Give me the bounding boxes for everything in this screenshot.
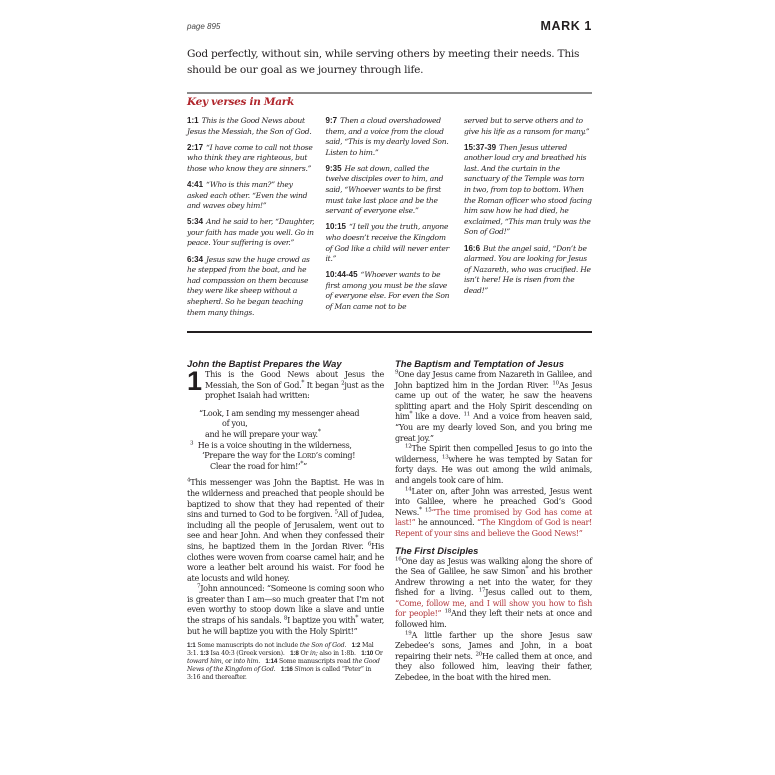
footnote-marker[interactable]: * xyxy=(409,410,413,418)
key-verse-text: But the angel said, “Don’t be alarmed. You are looking for Jesus of Nazareth, who was crucified. He isn’t here! He is risen from the dead!” xyxy=(464,243,591,295)
verse-text: Jesus called out to them, xyxy=(485,588,592,598)
footnote xyxy=(290,650,356,657)
footnote-ref: 1:10 xyxy=(361,650,374,658)
key-verse-ref: 9:7 xyxy=(325,116,338,125)
footnote xyxy=(187,642,346,649)
verse-text: ’s coming! xyxy=(315,451,356,461)
section-heading: John the Baptist Prepares the Way xyxy=(187,358,342,369)
verse-number: 8 xyxy=(283,615,288,622)
lord-smallcaps: Lord xyxy=(297,451,316,461)
verse-paragraph xyxy=(187,584,384,637)
section-heading: The Baptism and Temptation of Jesus xyxy=(395,358,564,369)
verse-number: 19 xyxy=(405,629,412,636)
scripture-left-column xyxy=(187,358,384,684)
key-verse-text: “I tell you the truth, anyone who doesn’t receive the Kingdom of God like a child will never enter it.” xyxy=(325,222,449,264)
footnote-text: is called “Peter” in 3:16 and thereafter. xyxy=(187,666,372,682)
footnote-ref: 1:16 xyxy=(280,666,293,674)
verse-text: where he was tempted by Satan for forty days. He was out among the wild animals, and angels took care of him. xyxy=(395,454,592,485)
key-verse-text: “Whoever wants to be first among you must be the slave of everyone else. For even the Son of Man came not to be xyxy=(325,270,450,311)
verse-number: 11 xyxy=(463,411,470,418)
key-verse xyxy=(464,143,592,238)
verse-text: He called them at once, and they also followed him, leaving their father, Zebedee, in the boat with the hired men. xyxy=(395,651,592,683)
poetry-line xyxy=(187,462,384,473)
key-verse xyxy=(187,116,315,137)
footnote-marker[interactable]: * xyxy=(300,460,304,468)
key-verse-text: Then a cloud overshadowed them, and a voice from the cloud said, “This is my dearly loved Son. Listen to him.” xyxy=(325,116,449,157)
key-verse xyxy=(326,222,454,264)
verse-text: All of Judea, including all the people of Jerusalem, went out to see and hear John. And when they confessed their sins, he baptized them in the Jordan River. xyxy=(187,510,384,551)
key-verse xyxy=(187,255,315,319)
verse-number: 12 xyxy=(405,443,412,450)
verse-text: He is a voice shouting in the wilderness, xyxy=(197,440,352,450)
scripture-right-column xyxy=(395,358,592,684)
key-verse-text: “I have come to call not those who think they are righteous, but those who know they are sinners.” xyxy=(187,142,313,173)
verse-number: 2 xyxy=(341,379,345,386)
verse-text: Later on, after John was arrested, Jesus went into Galilee, where he preached God’s Good News. xyxy=(395,486,592,517)
key-verses-column-1 xyxy=(187,116,315,324)
verse-number: 16 xyxy=(395,555,402,562)
verse-number: 15 xyxy=(425,507,432,514)
key-verse-text: Then Jesus uttered another loud cry and breathed his last. And the curtain in the sanctuary of the Temple was torn in two, from top to bottom. When the Roman officer who stood facing him saw how he had died, he exclaimed, “This man truly was the Son of God!” xyxy=(464,142,592,237)
words-of-jesus: “Come, follow me, and I will show you how to fish for people!” xyxy=(395,598,592,619)
key-verse-ref: 2:17 xyxy=(187,142,204,152)
footnote-marker[interactable]: * xyxy=(355,614,359,622)
footnote-text: or xyxy=(223,658,234,666)
key-verses-top-rule xyxy=(187,92,592,94)
footnote-ref: 1:1 xyxy=(187,642,196,650)
key-verse-ref: 9:35 xyxy=(325,163,342,173)
key-verse-ref: 10:15 xyxy=(325,222,346,232)
verse-text: And a voice from heaven said, “You are my dearly loved Son, and you bring me great joy.” xyxy=(395,412,592,443)
poetry-line xyxy=(187,441,384,452)
poetry-line: “Look, I am sending my messenger ahead xyxy=(199,408,360,418)
verse-text: and he will prepare your way. xyxy=(205,429,318,439)
footnote-marker[interactable]: * xyxy=(301,378,305,386)
verse-number: 13 xyxy=(442,454,449,461)
key-verse-ref: 15:37-39 xyxy=(464,142,497,152)
verse-text: A little farther up the shore Jesus saw Zebedee’s sons, James and John, in a boat repairing their nets. xyxy=(395,630,592,661)
verse-text: It began xyxy=(304,380,342,390)
footnotes xyxy=(187,642,384,682)
footnote-ref: 1:14 xyxy=(265,658,278,666)
scripture-columns xyxy=(187,358,592,684)
footnote-text: Some manuscripts do not include xyxy=(197,642,300,650)
poetry-line: of you, xyxy=(222,419,248,429)
footnote-text: also in 1:8b. xyxy=(317,650,356,658)
footnote-ref: 1:2 xyxy=(351,642,361,650)
footnote-marker[interactable]: * xyxy=(317,428,321,436)
key-verse-text: Jesus saw the huge crowd as he stepped from the boat, and he had compassion on them because they were like sheep without a shepherd. So he began teaching them many things. xyxy=(187,254,310,317)
verse-number: 18 xyxy=(444,608,452,615)
verse-text: water, but he will baptize you with the Holy Spirit!” xyxy=(187,616,384,636)
verse-number: 17 xyxy=(478,587,486,594)
verse-number: 3 xyxy=(190,439,194,446)
verse-text: The Spirit then compelled Jesus to go into the wilderness, xyxy=(395,444,592,464)
footnote-ref: 1:8 xyxy=(290,650,299,658)
footnote-text: Some manuscripts read xyxy=(279,658,353,666)
book-chapter-title: MARK 1 xyxy=(540,19,592,33)
footnote xyxy=(200,650,285,657)
verse-text: ” xyxy=(303,461,307,471)
key-verses-columns xyxy=(187,116,592,324)
key-verse-ref: 4:41 xyxy=(187,179,204,189)
poetry-quote xyxy=(187,409,384,473)
verse-number: 7 xyxy=(197,583,201,590)
key-verse xyxy=(326,116,454,158)
verse-text: As Jesus came up out of the water, he saw the heavens splitting apart and the Holy Spirit descending on him xyxy=(395,380,592,422)
verse-paragraph xyxy=(187,478,384,584)
verse-text: John announced: “Someone is coming soon who is greater than I am—so much greater that I’m not even worthy to stoop down like a slave and untie the straps of his sandals. xyxy=(187,584,384,626)
verse-text: One day as Jesus was walking along the shore of the Sea of Galilee, he saw Simon xyxy=(395,556,592,577)
key-verse-text: served but to serve others and to give his life as a ransom for many.” xyxy=(464,116,590,136)
verse-paragraph xyxy=(187,366,384,402)
footnote-italic: into him. xyxy=(233,658,261,666)
footnote-ref: 1:3 xyxy=(200,650,209,658)
key-verse xyxy=(187,217,315,249)
verse-text: just as the prophet Isaiah had written: xyxy=(205,380,384,401)
footnote-italic: the Son of God. xyxy=(299,642,347,650)
key-verse-text: He sat down, called the twelve disciples over to him, and said, “Whoever wants to be first must take last place and be the servant of everyone else.” xyxy=(325,163,444,216)
key-verses-bottom-rule xyxy=(187,331,592,333)
verse-paragraph xyxy=(395,557,592,631)
key-verses-title: Key verses in Mark xyxy=(187,96,294,108)
verse-paragraph xyxy=(395,487,592,540)
verse-text: This is the Good News about Jesus the Messiah, the Son of God. xyxy=(205,370,384,390)
chapter-number: 1 xyxy=(187,366,203,396)
footnote-text: Mal 3:1. xyxy=(187,642,374,658)
verse-text: His clothes were woven from coarse camel hair, and he wore a leather belt around his waist. For food he ate locusts and wild honey. xyxy=(187,541,384,583)
intro-paragraph: God perfectly, without sin, while serving others by meeting their needs. This should be our goal as we journey through life. xyxy=(187,48,580,76)
verse-number: 5 xyxy=(334,509,338,516)
key-verse-ref: 1:1 xyxy=(187,116,199,125)
key-verse xyxy=(187,180,315,212)
verse-number: 10 xyxy=(552,379,559,386)
verse-number: 14 xyxy=(405,485,412,492)
key-verse-continued xyxy=(464,116,592,137)
verse-number: 6 xyxy=(367,541,372,548)
verse-number: 4 xyxy=(187,477,191,484)
verse-number: 20 xyxy=(475,651,482,658)
chapter-opening xyxy=(187,366,384,402)
key-verse-ref: 16:6 xyxy=(464,243,481,253)
verse-text: One day Jesus came from Nazareth in Galilee, and John baptized him in the Jordan River. xyxy=(395,370,592,390)
verse-text: like a dove. xyxy=(412,412,464,422)
footnote-italic: toward him, xyxy=(187,658,224,666)
key-verse xyxy=(326,164,454,217)
footnote-marker[interactable]: * xyxy=(418,506,422,514)
key-verse xyxy=(326,270,454,312)
key-verse xyxy=(187,143,315,175)
verse-paragraph xyxy=(395,370,592,444)
verse-text: and his brother Andrew throwing a net into the water, for they fished for a living. xyxy=(395,567,592,598)
key-verse xyxy=(464,244,592,297)
verse-paragraph xyxy=(395,444,592,486)
page-number: page 895 xyxy=(187,22,221,31)
verse-text: This messenger was John the Baptist. He was in the wilderness and preached that people should be baptized to show that they had repented of their sins and turned to God to be forgiven. xyxy=(187,478,384,520)
footnote-text: Or xyxy=(300,650,311,658)
verse-text: And they left their nets at once and followed him. xyxy=(395,609,593,630)
key-verse-text: This is the Good News about Jesus the Messiah, the Son of God. xyxy=(187,116,312,136)
words-of-jesus: “The time promised by God has come at last!” xyxy=(395,507,593,528)
words-of-jesus: “The Kingdom of God is near! Repent of your sins and believe the Good News!” xyxy=(395,518,592,538)
footnote-italic: Simon xyxy=(294,666,314,674)
verse-paragraph xyxy=(395,631,592,684)
verse-text: Clear the road for him!’ xyxy=(210,461,301,471)
footnote-marker[interactable]: * xyxy=(525,565,529,573)
key-verses-column-2 xyxy=(326,116,454,324)
footnote-italic: the Good News of the Kingdom of God. xyxy=(187,658,380,674)
verse-text: I baptize you with xyxy=(287,616,356,626)
verse-text: ‘Prepare the way for the xyxy=(202,451,298,461)
key-verses-column-3 xyxy=(464,116,592,324)
key-verse-ref: 5:34 xyxy=(187,217,204,227)
section-heading: The First Disciples xyxy=(395,544,479,556)
footnote-text: Or xyxy=(374,650,383,658)
key-verse-ref: 6:34 xyxy=(187,254,204,264)
key-verse-text: “Who is this man?” they asked each other. “Even the wind and waves obey him!” xyxy=(187,179,308,211)
footnote-text: Isa 40:3 (Greek version). xyxy=(210,650,285,658)
footnote-italic: in; xyxy=(310,650,318,658)
key-verse-text: And he said to her, “Daughter, your faith has made you well. Go in peace. Your suffering is over.” xyxy=(187,217,315,248)
running-head xyxy=(187,19,592,36)
key-verse-ref: 10:44-45 xyxy=(325,270,358,280)
poetry-line xyxy=(187,451,384,462)
verse-number: 9 xyxy=(395,369,399,376)
poetry-line xyxy=(187,430,384,441)
verse-text: he announced. xyxy=(415,518,477,528)
